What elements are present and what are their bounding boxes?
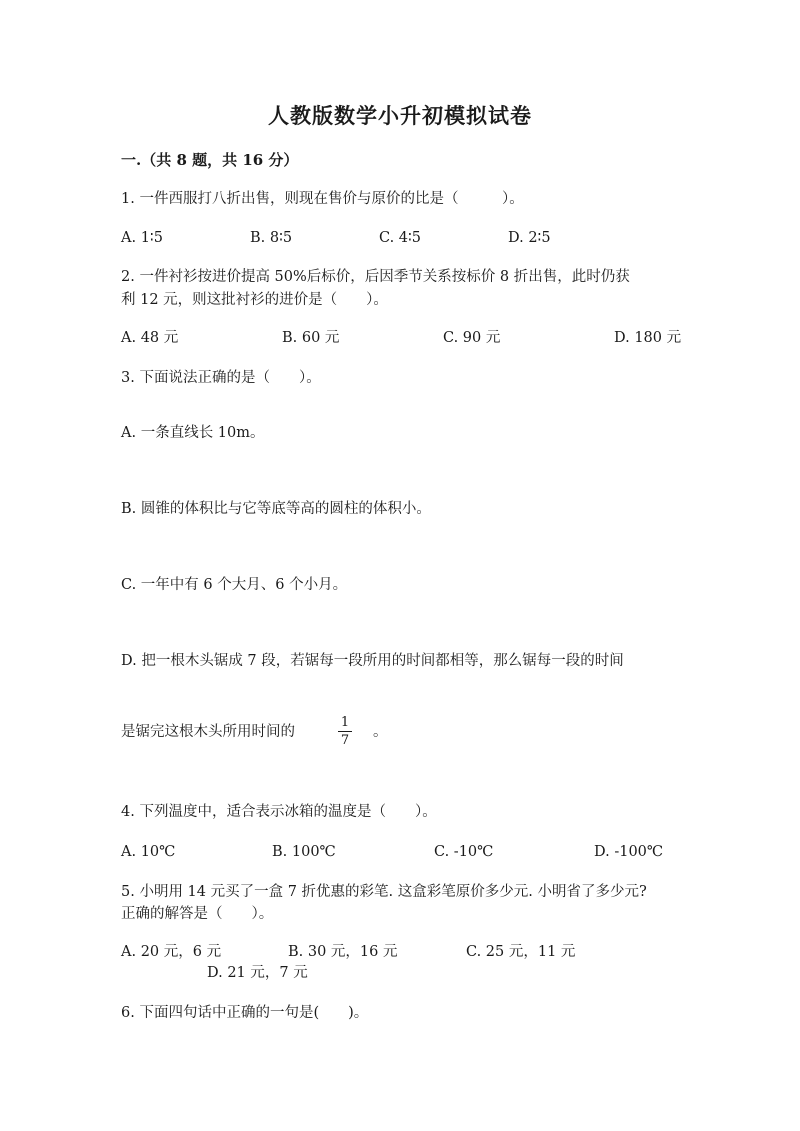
exam-title: 人教版数学小升初模拟试卷: [268, 103, 532, 128]
fraction-numerator: 1: [340, 715, 350, 730]
question-2-stem-line2: 利 12 元，则这批衬衫的进价是（ ）。: [121, 292, 388, 308]
question-2-option-d: D. 180 元: [614, 330, 682, 346]
question-2-option-a: A. 48 元: [121, 330, 179, 346]
question-4-option-c: C. -10℃: [434, 844, 494, 860]
question-6-stem: 6. 下面四句话中正确的一句是( )。: [121, 1005, 369, 1021]
section-heading: 一.（共 8 题，共 16 分）: [121, 151, 299, 169]
question-3-option-a: A. 一条直线长 10m。: [121, 425, 265, 441]
question-1-option-d: D. 2∶5: [508, 230, 551, 246]
question-4-option-d: D. -100℃: [594, 844, 664, 860]
question-2-option-c: C. 90 元: [443, 330, 501, 346]
question-3-option-d-end: 。: [373, 724, 388, 740]
question-1-option-a: A. 1∶5: [121, 230, 163, 246]
question-5-option-b: B. 30 元，16 元: [288, 944, 398, 960]
question-1-option-c: C. 4∶5: [379, 230, 422, 246]
question-2-option-b: B. 60 元: [282, 330, 340, 346]
question-3-option-d-line2: 是锯完这根木头所用时间的: [121, 724, 295, 740]
fraction-denominator: 7: [340, 733, 350, 748]
question-5-option-c: C. 25 元，11 元: [466, 944, 576, 960]
question-5-option-a: A. 20 元，6 元: [121, 944, 222, 960]
question-3-option-d-line1: D. 把一根木头锯成 7 段，若锯每一段所用的时间都相等，那么锯每一段的时间: [121, 653, 624, 669]
question-4-option-a: A. 10℃: [121, 844, 176, 860]
question-3-stem: 3. 下面说法正确的是（ ）。: [121, 370, 321, 386]
question-4-option-b: B. 100℃: [272, 844, 336, 860]
question-5-option-d: D. 21 元，7 元: [207, 965, 308, 981]
fraction-one-seventh: [337, 715, 353, 748]
question-3-option-b: B. 圆锥的体积比与它等底等高的圆柱的体积小。: [121, 501, 431, 517]
question-5-stem-line2: 正确的解答是（ ）。: [121, 906, 274, 922]
question-2-stem-line1: 2. 一件衬衫按进价提高 50%后标价，后因季节关系按标价 8 折出售，此时仍获: [121, 269, 630, 285]
question-4-stem: 4. 下列温度中，适合表示冰箱的温度是（ ）。: [121, 804, 437, 820]
question-1-option-b: B. 8∶5: [250, 230, 293, 246]
question-3-option-c: C. 一年中有 6 个大月、6 个小月。: [121, 577, 348, 593]
question-5-stem-line1: 5. 小明用 14 元买了一盒 7 折优惠的彩笔. 这盒彩笔原价多少元. 小明省了多少元?: [121, 884, 647, 900]
question-1-stem: 1. 一件西服打八折出售，则现在售价与原价的比是（ ）。: [121, 191, 524, 207]
fraction-bar: [338, 731, 352, 732]
